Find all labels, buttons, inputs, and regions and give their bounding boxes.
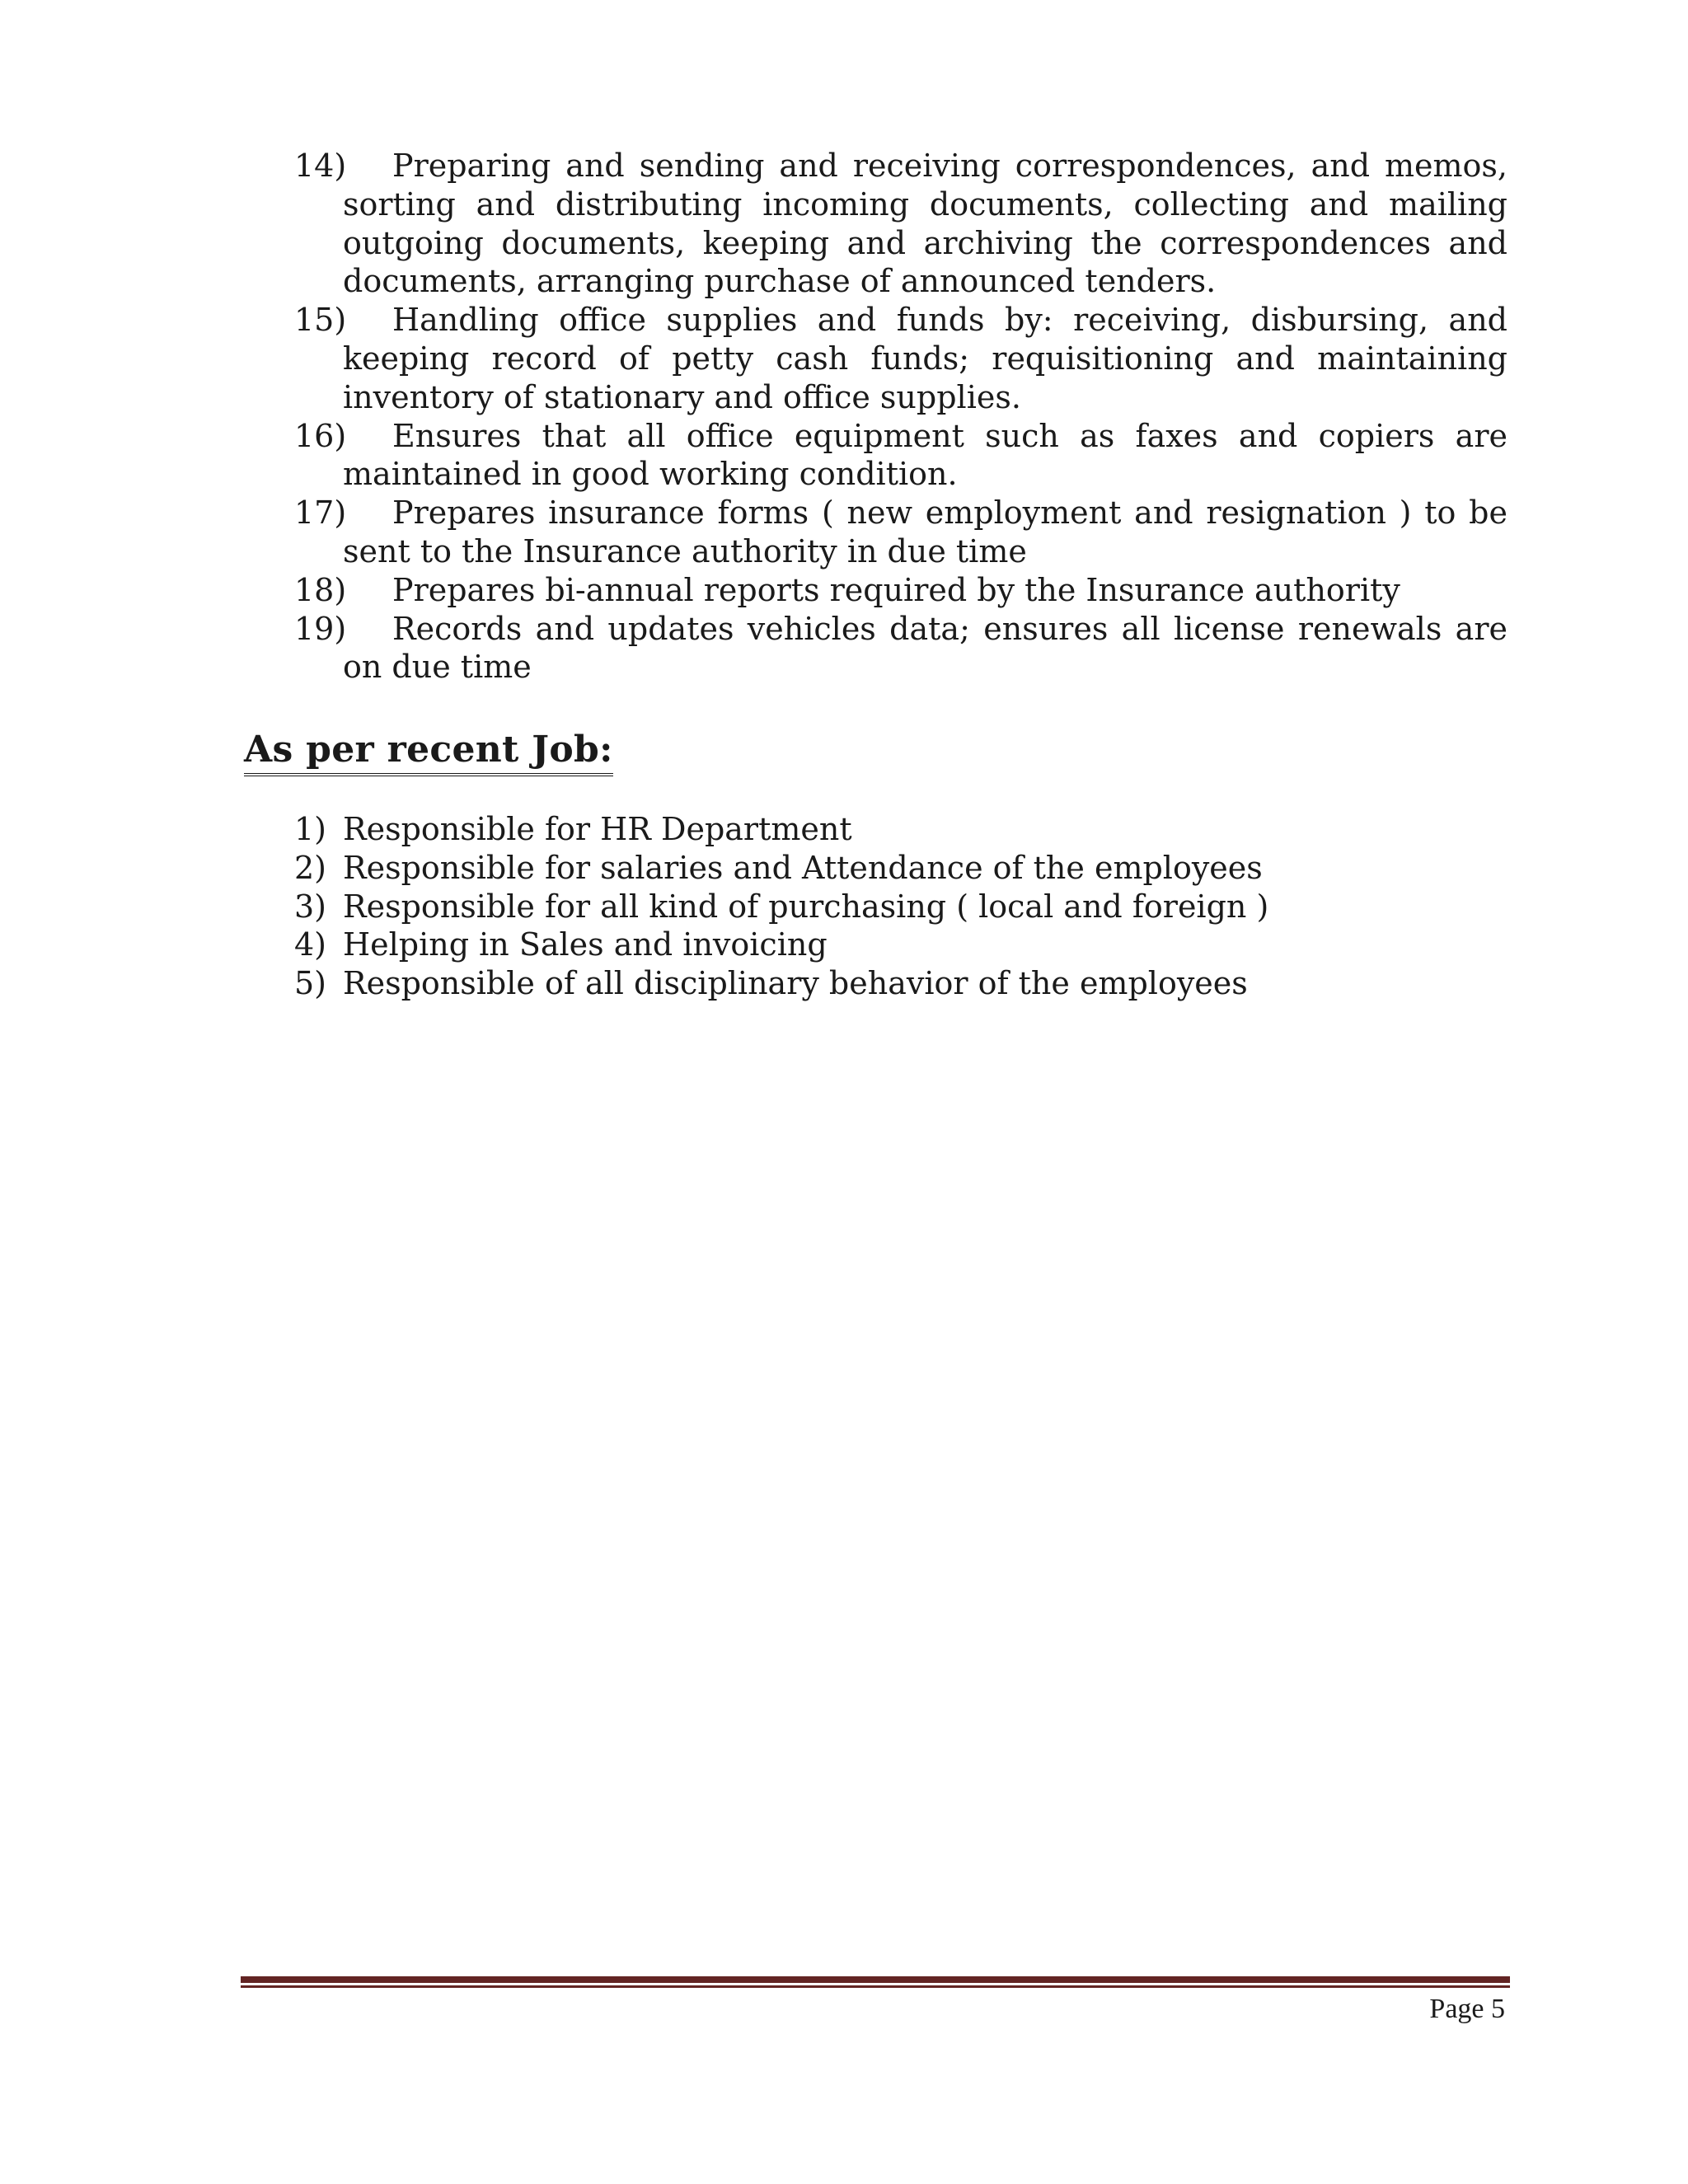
list-item xyxy=(294,147,1507,301)
list-item xyxy=(294,888,1268,926)
section-heading: As per recent Job: xyxy=(244,727,613,776)
list-number: 16) xyxy=(294,417,347,454)
list-number: 2) xyxy=(294,849,327,886)
recent-job-list xyxy=(294,810,1268,1003)
list-number: 18) xyxy=(294,571,347,608)
list-item-text: Handling office supplies and funds by: receiving, disbursing, and keeping record of petty cash funds; requisitioning and maintaining inventory of stationary and office supplies. xyxy=(343,302,1507,415)
list-item-text: Preparing and sending and receiving correspondences, and memos, sorting and distributing incoming documents, collecting and mailing outgoing documents, keeping and archiving the correspondences and documents, arranging purchase of announced tenders. xyxy=(343,148,1507,300)
list-item-text: Responsible for salaries and Attendance of the employees xyxy=(343,849,1263,886)
list-item xyxy=(294,810,1268,849)
list-number: 14) xyxy=(294,148,347,184)
footer-rule-thin xyxy=(241,1985,1510,1988)
list-item-text: Ensures that all office equipment such as faxes and copiers are maintained in good working condition. xyxy=(343,417,1507,493)
list-item xyxy=(294,964,1268,1003)
list-item xyxy=(294,849,1268,888)
list-item-text: Prepares bi-annual reports required by the Insurance authority xyxy=(392,571,1400,608)
list-item xyxy=(294,301,1507,416)
list-number: 15) xyxy=(294,302,347,339)
list-number: 19) xyxy=(294,610,347,647)
list-number: 3) xyxy=(294,888,327,925)
footer-rule xyxy=(241,1976,1510,1988)
list-number: 4) xyxy=(294,926,327,963)
list-item xyxy=(294,926,1268,964)
list-item xyxy=(294,571,1507,610)
list-item xyxy=(294,417,1507,494)
list-item-text: Prepares insurance forms ( new employment and resignation ) to be sent to the Insurance authority in due time xyxy=(343,494,1507,569)
list-item-text: Responsible for HR Department xyxy=(343,811,852,847)
footer-rule-thick xyxy=(241,1976,1510,1983)
list-item xyxy=(294,494,1507,571)
duties-list xyxy=(294,147,1507,687)
list-number: 5) xyxy=(294,965,327,1002)
list-item xyxy=(294,610,1507,687)
list-item-text: Responsible of all disciplinary behavior of the employees xyxy=(343,965,1248,1002)
list-item-text: Records and updates vehicles data; ensures all license renewals are on due time xyxy=(343,610,1507,686)
list-item-text: Responsible for all kind of purchasing ( local and foreign ) xyxy=(343,888,1269,925)
list-number: 17) xyxy=(294,494,347,532)
list-number: 1) xyxy=(294,811,327,847)
page-number: Page 5 xyxy=(1429,1994,1505,2024)
list-item-text: Helping in Sales and invoicing xyxy=(343,926,828,963)
